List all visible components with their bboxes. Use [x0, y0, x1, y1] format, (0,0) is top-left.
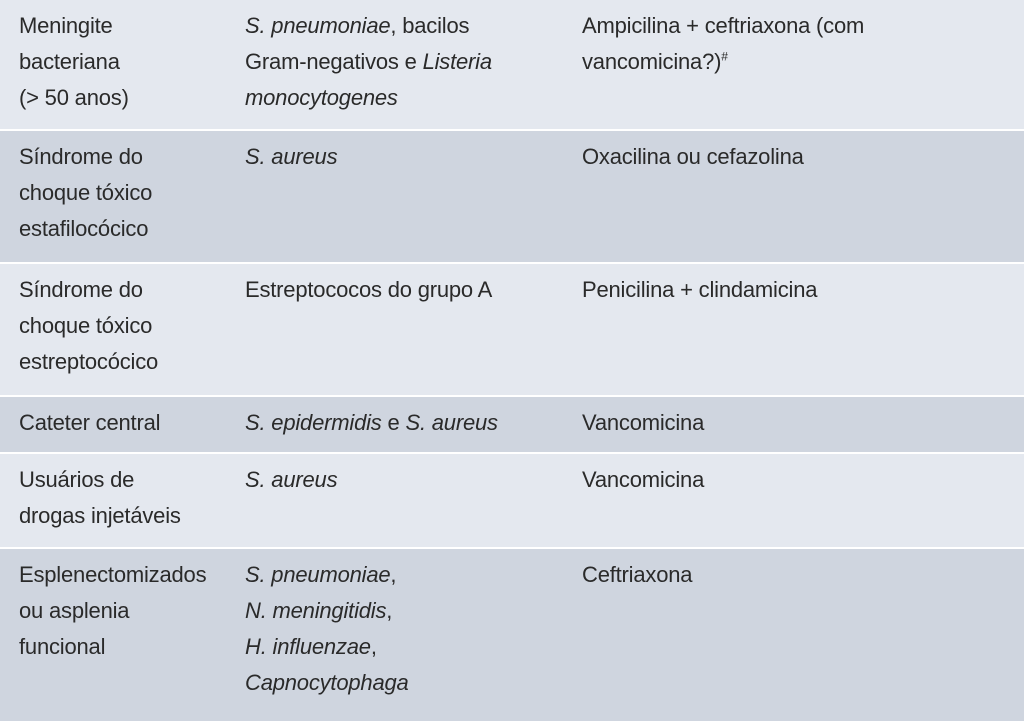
text-fragment: Penicilina + clindamicina	[582, 277, 818, 302]
condition-line: choque tóxico	[19, 313, 153, 338]
condition-cell	[19, 272, 229, 380]
condition-line: (> 50 anos)	[19, 85, 129, 110]
treatment-line	[582, 44, 1002, 80]
condition-cell	[19, 557, 229, 665]
text-fragment: Vancomicina	[582, 467, 705, 492]
italic-text: S. pneumoniae	[245, 13, 391, 38]
treatment-cell	[582, 405, 1002, 441]
italic-text: Capnocytophaga	[245, 670, 409, 695]
condition-cell	[19, 139, 229, 247]
italic-text: N. meningitidis	[245, 598, 387, 623]
pathogen-line	[245, 557, 565, 593]
condition-line: Cateter central	[19, 410, 161, 435]
text-fragment: Ceftriaxona	[582, 562, 693, 587]
text-fragment: Ampicilina + ceftriaxona (com	[582, 13, 865, 38]
footnote-marker: #	[721, 49, 728, 64]
treatment-cell	[582, 139, 1002, 175]
text-fragment: Gram-negativos e	[245, 49, 423, 74]
condition-cell	[19, 462, 229, 534]
treatment-line	[582, 8, 1002, 44]
treatment-cell	[582, 272, 1002, 308]
treatment-line	[582, 272, 1002, 308]
pathogen-line	[245, 593, 565, 629]
treatment-line	[582, 557, 1002, 593]
condition-line: estreptocócico	[19, 349, 159, 374]
pathogen-line	[245, 629, 565, 665]
text-fragment: ,	[386, 598, 393, 623]
treatment-cell	[582, 557, 1002, 593]
italic-text: S. aureus	[405, 410, 498, 435]
pathogen-line	[245, 8, 565, 44]
condition-line: choque tóxico	[19, 180, 153, 205]
condition-line: Síndrome do	[19, 277, 143, 302]
treatment-line	[582, 462, 1002, 498]
italic-text: S. aureus	[245, 144, 338, 169]
condition-cell	[19, 8, 229, 116]
text-fragment: e	[381, 410, 406, 435]
pathogen-line	[245, 462, 565, 498]
treatment-line	[582, 139, 1002, 175]
table-row-drogas-injetaveis	[0, 454, 1024, 549]
condition-line: Usuários de	[19, 467, 135, 492]
pathogen-cell	[245, 405, 565, 441]
pathogen-line	[245, 665, 565, 701]
text-fragment: ,	[390, 562, 397, 587]
condition-line: Síndrome do	[19, 144, 143, 169]
pathogen-line	[245, 44, 565, 80]
pathogen-line	[245, 405, 565, 441]
italic-text: S. aureus	[245, 467, 338, 492]
text-fragment: ,	[370, 634, 377, 659]
condition-line: ou asplenia	[19, 598, 130, 623]
table-row-meningite	[0, 0, 1024, 131]
condition-cell	[19, 405, 229, 441]
condition-line: funcional	[19, 634, 106, 659]
pathogen-line	[245, 80, 565, 116]
pathogen-cell	[245, 272, 565, 308]
italic-text: S. epidermidis	[245, 410, 382, 435]
text-fragment: vancomicina?)	[582, 49, 722, 74]
condition-line: drogas injetáveis	[19, 503, 181, 528]
pathogen-cell	[245, 557, 565, 701]
table-row-choque-estafilococico	[0, 131, 1024, 264]
italic-text: H. influenzae	[245, 634, 371, 659]
italic-text: Listeria	[422, 49, 492, 74]
text-fragment: Vancomicina	[582, 410, 705, 435]
treatment-cell	[582, 8, 1002, 80]
table-row-esplenectomizados	[0, 549, 1024, 721]
pathogen-line	[245, 139, 565, 175]
pathogen-line	[245, 272, 565, 308]
pathogen-cell	[245, 8, 565, 116]
text-fragment: Oxacilina ou cefazolina	[582, 144, 804, 169]
pathogen-cell	[245, 462, 565, 498]
table-row-cateter-central	[0, 397, 1024, 454]
italic-text: monocytogenes	[245, 85, 398, 110]
table-row-choque-estreptococico	[0, 264, 1024, 397]
text-fragment: , bacilos	[390, 13, 470, 38]
italic-text: S. pneumoniae	[245, 562, 391, 587]
condition-line: Esplenectomizados	[19, 562, 207, 587]
pathogen-cell	[245, 139, 565, 175]
condition-line: bacteriana	[19, 49, 120, 74]
treatment-cell	[582, 462, 1002, 498]
condition-line: estafilocócico	[19, 216, 149, 241]
condition-line: Meningite	[19, 13, 113, 38]
treatment-line	[582, 405, 1002, 441]
text-fragment: Estreptococos do grupo A	[245, 277, 493, 302]
